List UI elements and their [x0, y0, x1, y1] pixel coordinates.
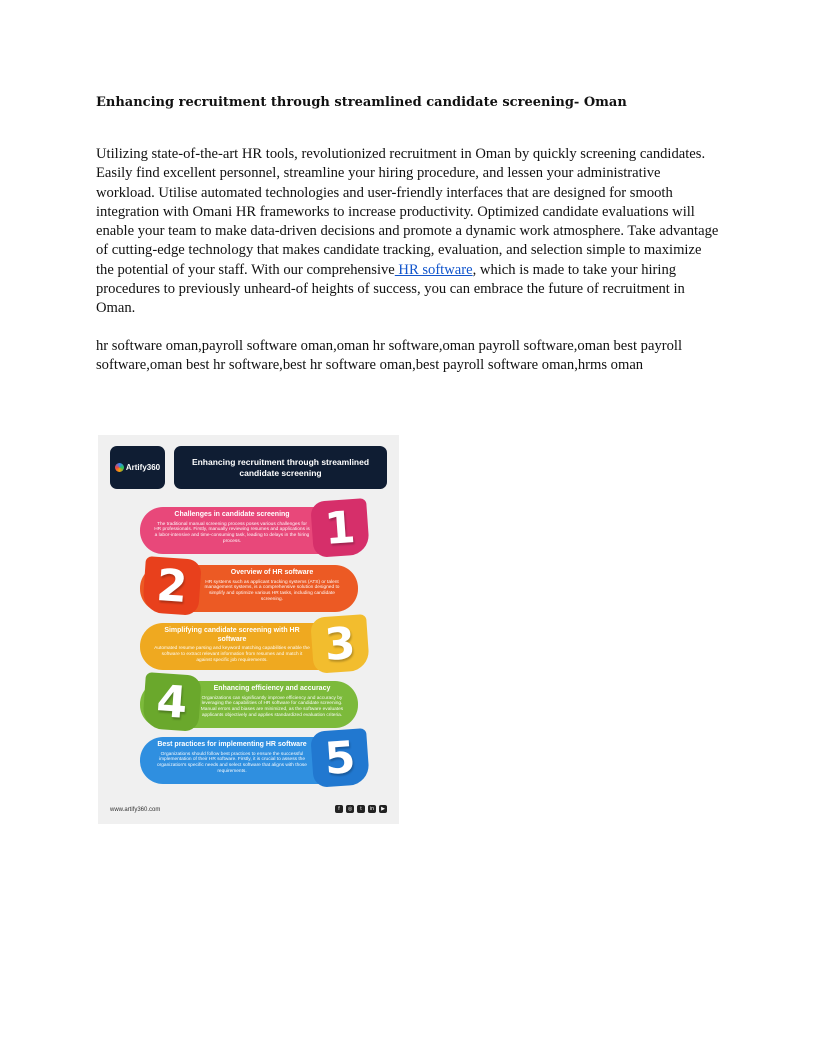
- brand-logo: [110, 446, 165, 489]
- step-3-number-badge: 3: [310, 614, 370, 674]
- linkedin-icon: in: [368, 805, 376, 813]
- step-1-number-badge: 1: [310, 498, 370, 558]
- instagram-icon: ◎: [347, 806, 353, 812]
- step-description: Automated resume parsing and keyword matching capabilities enable the software to extract relevant information from resumes and match it against specific job requirements.: [154, 646, 310, 663]
- infographic-image: [98, 435, 399, 824]
- intro-text-tail: , which is made to take your hiring procedures to previously unheard-of heights of success, you can embrace the future of recruitment in Oman.: [96, 261, 685, 317]
- social-icons: [335, 805, 387, 813]
- step-5-number-badge: 5: [310, 728, 370, 788]
- step-description: The traditional manual screening process poses various challenges for HR professionals. Firstly, manually reviewing resumes and applications is a labor-intensive and time-consuming task, leading to delays in the hiring process.: [154, 521, 310, 544]
- step-description: HR systems such as applicant tracking systems (ATS) or talent management systems, is a comprehensive solution designed to simplify and optimize various HR tasks, including candidate screening.: [204, 579, 340, 602]
- step-title: Challenges in candidate screening: [174, 511, 290, 518]
- step-title: Overview of HR software: [230, 569, 314, 576]
- intro-text: Utilizing state-of-the-art HR tools, revolutionized recruitment in Oman by quickly screening candidates. Easily find excellent personnel, streamline your hiring procedure, and lessen your administrative workload. Utilise automated technologies and user-friendly interfaces that are designed for smooth integration with Omani HR frameworks to increase productivity. Optimized candidate evaluations will enable your team to make data-driven decisions and promote a dynamic work atmosphere. Take advantage of cutting-edge technology that makes candidate tracking, evaluation, and selection simple to maximize the potential of your staff. With our comprehensive: [96, 146, 719, 278]
- intro-paragraph: [96, 145, 721, 319]
- document-title: Enhancing recruitment through streamlined candidate screening- Oman: [96, 95, 627, 110]
- step-2-number-badge: 2: [142, 556, 202, 616]
- youtube-icon: ▶: [379, 805, 387, 813]
- facebook-icon: f: [335, 805, 343, 813]
- footer-url: www.artify360.com: [110, 807, 161, 813]
- keywords-paragraph: hr software oman,payroll software oman,oman hr software,oman payroll software,oman best payroll software,oman best hr software,best hr software oman,best payroll software oman,hrms oman: [96, 338, 683, 374]
- twitter-icon: t: [357, 805, 365, 813]
- step-description: Organizations should follow best practices to ensure the successful implementation of their HR software. Firstly, it is crucial to assess the organization's specific needs and select software that aligns with those requirements.: [157, 751, 307, 774]
- step-description: Organizations can significantly improve efficiency and accuracy by leveraging the capabilities of HR software for candidate screening. Manual errors and biases are minimized, as the software evaluates applicants objectively and applies standardized evaluation criteria.: [200, 695, 344, 718]
- infographic-header: Enhancing recruitment through streamlined candidate screening: [174, 446, 387, 489]
- logo-icon: [115, 463, 124, 472]
- step-title: Simplifying candidate screening with HR software: [164, 627, 300, 643]
- step-4-number-badge: 4: [142, 672, 202, 732]
- step-title: Enhancing efficiency and accuracy: [213, 685, 331, 692]
- brand-name: Artify360: [125, 463, 161, 472]
- hr-software-link[interactable]: HR software: [394, 261, 473, 278]
- step-title: Best practices for implementing HR software: [157, 741, 307, 748]
